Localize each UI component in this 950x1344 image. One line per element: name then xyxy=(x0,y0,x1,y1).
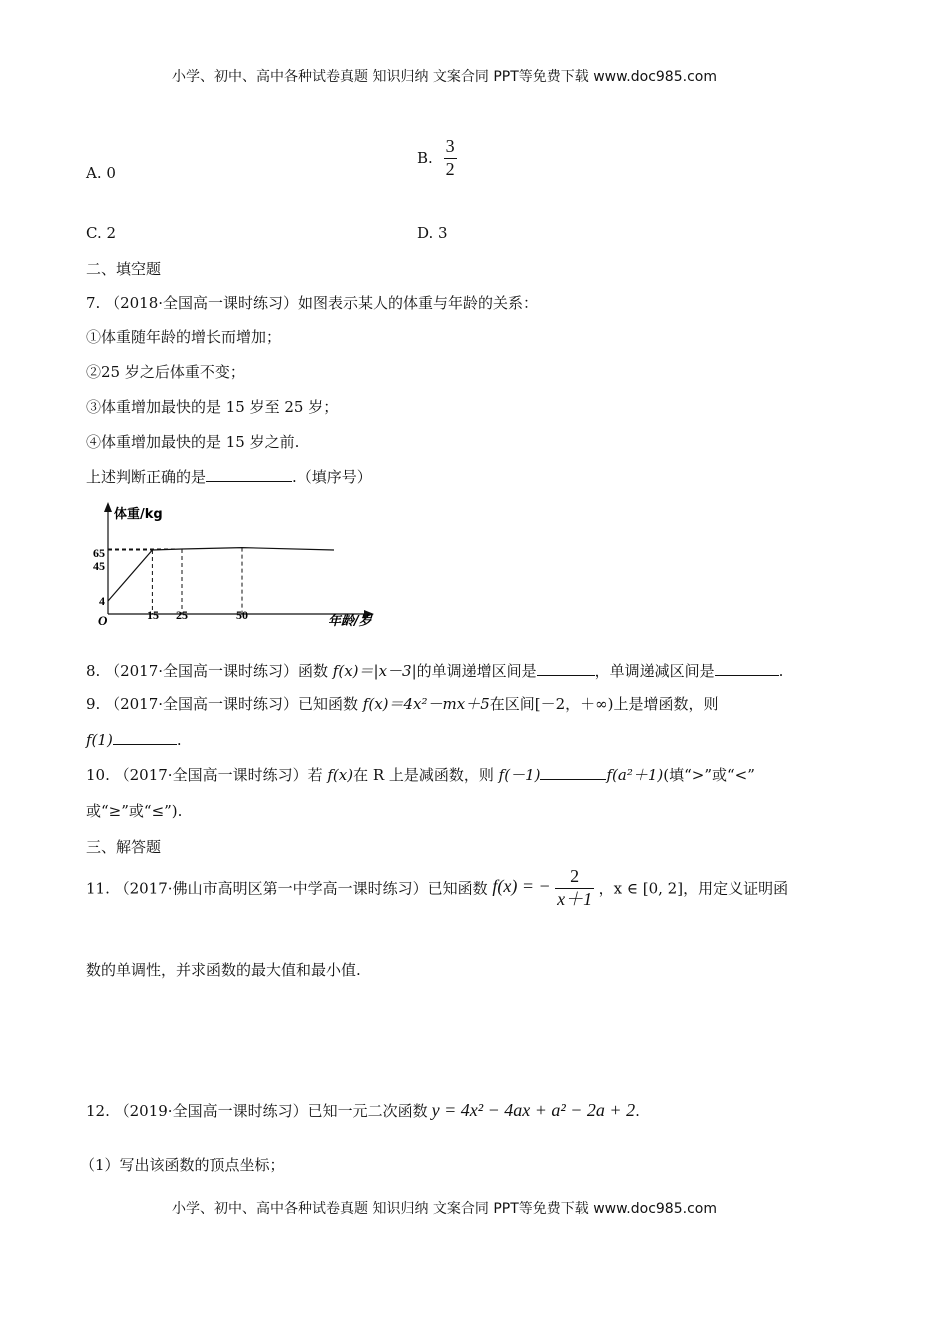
option-b-denominator: 2 xyxy=(445,158,455,179)
q9-pre: 9. （2017·全国高一课时练习）已知函数 xyxy=(86,695,363,713)
option-b-fraction xyxy=(444,136,457,180)
x-tick-15: 15 xyxy=(147,608,159,622)
weight-series-line xyxy=(108,548,334,601)
q7-answer-blank[interactable] xyxy=(206,467,292,482)
q8-decreasing-blank[interactable] xyxy=(715,661,779,676)
q9-end: . xyxy=(176,731,182,749)
q12-sub1: （1）写出该函数的顶点坐标； xyxy=(80,1156,285,1174)
option-b-label: B. xyxy=(417,149,433,168)
q9-function: f(x)＝4x²－mx＋5 xyxy=(362,695,490,713)
option-c: C. 2 xyxy=(86,224,117,242)
option-b xyxy=(417,136,457,180)
y-tick-45: 45 xyxy=(93,559,105,573)
y-axis-arrow xyxy=(104,502,112,512)
origin-label: O xyxy=(98,613,108,628)
q7-statement-2: ②25 岁之后体重不变； xyxy=(86,363,245,381)
q11-fraction-num: 2 xyxy=(570,866,580,886)
q7-statement-3: ③体重增加最快的是 15 岁至 25 岁； xyxy=(86,398,339,416)
page-header: 小学、初中、高中各种试卷真题 知识归纳 文案合同 PPT等免费下载 www.doc985.com xyxy=(172,69,717,85)
q10-pre: 10. （2017·全国高一课时练习）若 xyxy=(86,766,328,784)
q10-mid: 在 R 上是减函数，则 xyxy=(353,766,499,784)
page-footer: 小学、初中、高中各种试卷真题 知识归纳 文案合同 PPT等免费下载 www.doc985.com xyxy=(172,1201,717,1217)
weight-age-chart xyxy=(88,498,378,630)
q9-f1: f(1) xyxy=(86,731,113,749)
section-answer: 三、解答题 xyxy=(86,838,162,856)
q7-question-post: .（填序号） xyxy=(292,468,372,486)
q7-stem: 7. （2018·全国高一课时练习）如图表示某人的体重与年龄的关系： xyxy=(86,294,539,312)
q12-end: . xyxy=(635,1102,640,1120)
q11-function xyxy=(492,866,598,909)
q11-line2: 数的单调性，并求函数的最大值和最小值. xyxy=(86,961,361,979)
q7-question xyxy=(86,466,372,487)
q10-right: f(a²＋1) xyxy=(606,766,664,784)
q8 xyxy=(86,660,783,681)
x-axis-label: 年龄/岁 xyxy=(328,614,372,629)
q7-statement-1: ①体重随年龄的增长而增加； xyxy=(86,328,282,346)
option-a: A. 0 xyxy=(86,164,116,182)
q8-pre: 8. （2017·全国高一课时练习）函数 xyxy=(86,662,333,680)
x-tick-50: 50 xyxy=(236,608,248,622)
q8-mid2: ，单调递减区间是 xyxy=(594,662,715,680)
guide-lines xyxy=(108,548,242,614)
q11-function-left: f(x) = − xyxy=(492,876,551,897)
q9 xyxy=(86,693,719,714)
y-axis-label: 体重/kg xyxy=(114,507,163,522)
q9-post: 在区间[－2，＋∞)上是增函数，则 xyxy=(489,695,719,713)
q11-fraction-den: x＋1 xyxy=(557,888,593,909)
q8-function: f(x)＝|x－3| xyxy=(332,662,417,680)
y-tick-4: 4 xyxy=(99,594,105,608)
q7-question-pre: 上述判断正确的是 xyxy=(86,468,207,486)
x-tick-25: 25 xyxy=(176,608,188,622)
q12-pre: 12. （2019·全国高一课时练习）已知一元二次函数 xyxy=(86,1102,428,1120)
q10-line2: 或“≥”或“≤”). xyxy=(86,802,183,820)
q8-mid: 的单调递增区间是 xyxy=(416,662,537,680)
q11-pre: 11. （2017·佛山市高明区第一中学高一课时练习）已知函数 xyxy=(86,879,488,898)
option-b-numerator: 3 xyxy=(445,136,455,156)
q10-post: (填“>”或“<” xyxy=(663,766,755,784)
q8-end: . xyxy=(778,662,784,680)
q11 xyxy=(86,866,788,910)
q11-domain: ，x ∈ [0, 2]，用定义证明函 xyxy=(598,879,789,898)
y-tick-65: 65 xyxy=(93,546,105,560)
q9-line2 xyxy=(86,730,182,749)
section-fill-in: 二、填空题 xyxy=(86,260,162,278)
q8-increasing-blank[interactable] xyxy=(537,661,595,676)
q10-fx: f(x) xyxy=(327,766,354,784)
option-d: D. 3 xyxy=(417,224,448,242)
q11-fraction xyxy=(555,866,594,910)
q12 xyxy=(86,1100,640,1121)
q10-left: f(－1) xyxy=(498,766,541,784)
q9-answer-blank[interactable] xyxy=(113,730,177,745)
q10 xyxy=(86,764,755,785)
q7-statement-4: ④体重增加最快的是 15 岁之前. xyxy=(86,433,300,451)
q12-function: y = 4x² − 4ax + a² − 2a + 2 xyxy=(431,1100,636,1120)
q10-answer-blank[interactable] xyxy=(540,765,606,780)
